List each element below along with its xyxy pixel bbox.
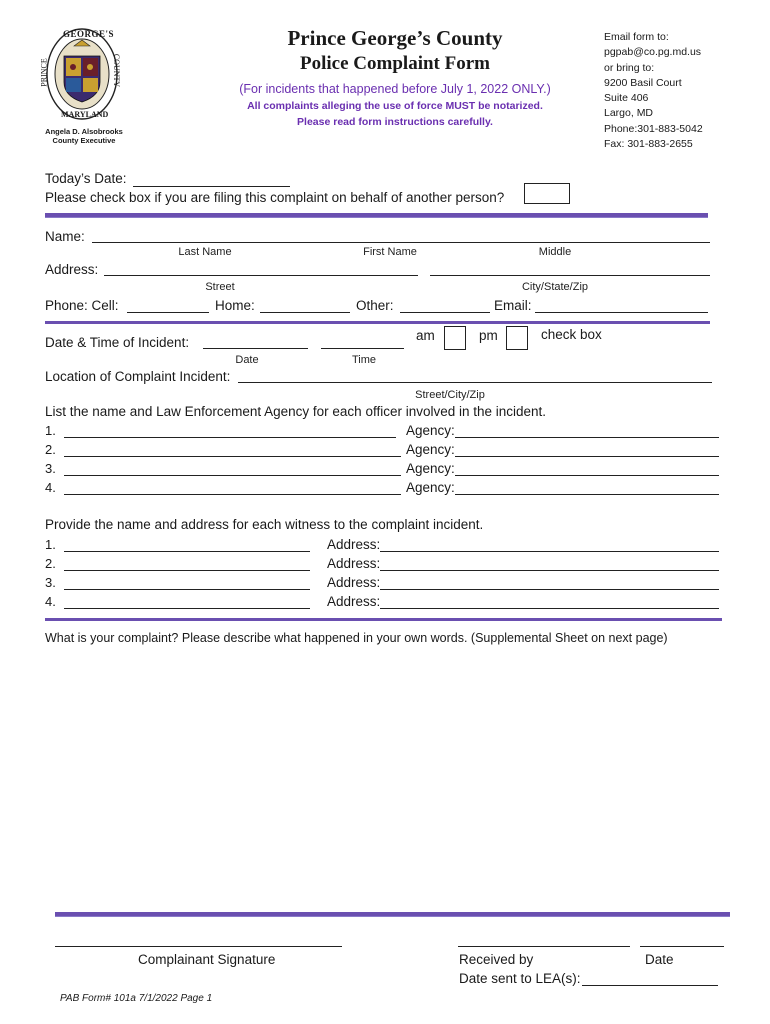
agency-field[interactable] [455,494,719,495]
officer-name-field[interactable] [64,456,401,457]
address-label: Address: [45,262,99,277]
behalf-question: Please check box if you are filing this complaint on behalf of another person? [45,190,505,205]
incident-time-field[interactable] [321,348,404,349]
section-divider-3 [45,618,722,621]
incident-date-field[interactable] [203,348,308,349]
witness-heading: Provide the name and address for each witness to the complaint incident. [45,517,484,532]
pm-label: pm [479,328,498,343]
signature-field[interactable] [55,946,342,947]
agency-field[interactable] [455,456,719,457]
phone-cell-label: Phone: Cell: [45,298,119,313]
witness-address-label: Address: [327,594,381,609]
seal-left-text: PRINCE [39,58,49,87]
incident-datetime-label: Date & Time of Incident: [45,335,190,350]
seal-right-text: COUNTY [112,53,122,88]
street-city-zip-caption: Street/City/Zip [415,389,485,401]
witness-address-label: Address: [327,556,381,571]
name-field[interactable] [92,242,710,243]
date-sent-label: Date sent to LEA(s): [459,971,581,986]
officer-number: 1. [45,423,56,438]
todays-date-label: Today’s Date: [45,171,127,186]
witness-number: 4. [45,594,56,609]
seal-top-text: GEORGE'S [63,29,115,39]
agency-label: Agency: [406,480,455,495]
witness-name-field[interactable] [64,551,310,552]
executive-title: County Executive [52,136,116,145]
county-seal [39,26,122,122]
witness-name-field[interactable] [64,608,310,609]
date-sent-field[interactable] [582,985,718,986]
cell-phone-field[interactable] [127,312,209,313]
executive-name: Angela D. Alsobrooks [45,127,123,136]
incident-notice: (For incidents that happened before July 1, 2022 ONLY.) [239,82,551,96]
email-label: Email: [494,298,532,313]
officer-name-field[interactable] [64,475,401,476]
officer-name-field[interactable] [64,494,401,495]
agency-label: Agency: [406,442,455,457]
contact-block [604,30,703,152]
witness-address-field[interactable] [380,589,719,590]
agency-label: Agency: [406,423,455,438]
am-label: am [416,328,435,343]
signature-label: Complainant Signature [138,952,276,967]
witness-address-label: Address: [327,575,381,590]
street-caption: Street [205,281,235,293]
city-state-zip-field[interactable] [430,275,710,276]
last-name-caption: Last Name [178,246,232,258]
pm-checkbox[interactable] [506,326,528,350]
received-date-label: Date [645,952,674,967]
witness-address-label: Address: [327,537,381,552]
witness-address-field[interactable] [380,570,719,571]
form-title-line2: Police Complaint Form [300,53,490,74]
complaint-text-area[interactable] [45,650,722,905]
officers-heading: List the name and Law Enforcement Agency for each officer involved in the incident. [45,404,547,419]
street-field[interactable] [104,275,418,276]
witness-number: 1. [45,537,56,552]
name-label: Name: [45,229,85,244]
witness-name-field[interactable] [64,570,310,571]
contact-line-email-label: Email form to: [604,31,669,43]
contact-city: Largo, MD [604,107,654,120]
section-divider-2 [45,321,710,324]
officer-number: 2. [45,442,56,457]
agency-field[interactable] [455,475,719,476]
contact-fax: Fax: 301-883-2655 [604,138,693,151]
location-field[interactable] [238,382,712,383]
middle-caption: Middle [538,246,572,258]
contact-street: 9200 Basil Court [604,76,682,89]
received-by-label: Received by [459,952,534,967]
todays-date-field[interactable] [133,186,290,187]
officer-number: 3. [45,461,56,476]
city-state-zip-caption: City/State/Zip [521,281,589,293]
witness-number: 2. [45,556,56,571]
contact-email[interactable]: pgpab@co.pg.md.us [604,46,702,59]
other-label: Other: [356,298,394,313]
county-seal-graphic [44,26,120,122]
witness-name-field[interactable] [64,589,310,590]
am-checkbox[interactable] [444,326,466,350]
agency-field[interactable] [455,437,719,438]
agency-label: Agency: [406,461,455,476]
check-box-hint: check box [541,327,602,342]
contact-line-bring: or bring to: [604,61,655,74]
section-divider-1 [45,213,708,218]
other-phone-field[interactable] [400,312,490,313]
email-field[interactable] [535,312,708,313]
officer-number: 4. [45,480,56,495]
form-title-line1: Prince George’s County [287,26,503,50]
seal-bottom-text: MARYLAND [61,110,109,119]
first-name-caption: First Name [363,246,417,258]
witness-address-field[interactable] [380,608,719,609]
read-instructions-note: Please read form instructions carefully. [297,116,493,128]
date-caption: Date [235,354,259,366]
section-divider-4 [55,912,730,917]
home-label: Home: [215,298,255,313]
complaint-prompt: What is your complaint? Please describe what happened in your own words. (Supplemental Sheet on next page) [45,631,668,645]
time-caption: Time [351,354,377,366]
contact-phone: Phone:301-883-5042 [604,122,703,135]
notarize-instruction: All complaints alleging the use of force MUST be notarized. [247,100,543,112]
behalf-checkbox[interactable] [524,183,570,204]
location-label: Location of Complaint Incident: [45,369,231,384]
witness-number: 3. [45,575,56,590]
home-phone-field[interactable] [260,312,350,313]
contact-suite: Suite 406 [604,92,649,105]
received-by-field[interactable] [458,946,630,947]
witness-address-field[interactable] [380,551,719,552]
officer-name-field[interactable] [64,437,396,438]
received-date-field[interactable] [640,946,724,947]
form-id: PAB Form# 101a 7/1/2022 Page 1 [60,993,213,1004]
